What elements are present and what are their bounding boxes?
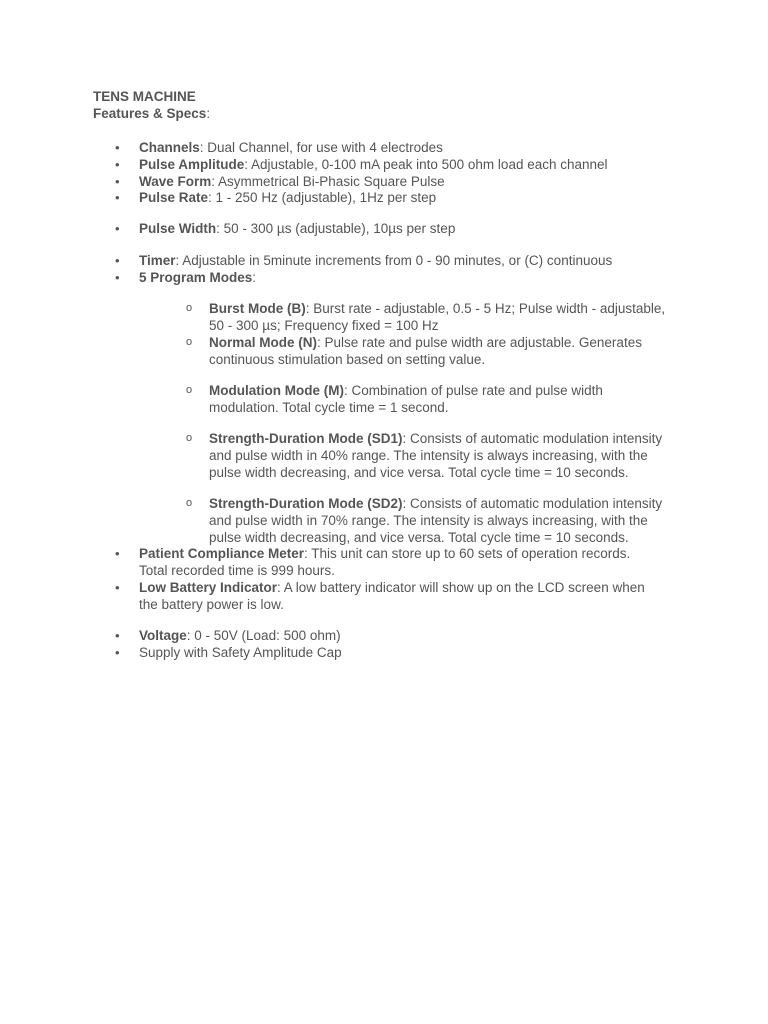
bullet-icon: • xyxy=(115,157,120,172)
item-label: Pulse Amplitude xyxy=(139,157,245,172)
item-label: Patient Compliance Meter xyxy=(139,546,305,561)
item-label: Pulse Rate xyxy=(139,190,209,205)
bullet-icon: • xyxy=(115,645,120,660)
bullet-icon: • xyxy=(115,546,120,561)
document-title: TENS MACHINE xyxy=(93,89,196,104)
item-text: : Combination of pulse rate and pulse width modulation. Total cycle time = 1 second. xyxy=(209,383,603,415)
bullet-icon: • xyxy=(115,190,120,205)
item-text: : Adjustable in 5minute increments from 0 - 90 minutes, or (C) continuous xyxy=(175,253,613,268)
circle-bullet-icon: o xyxy=(186,302,193,314)
circle-bullet-icon: o xyxy=(186,497,193,509)
document-subtitle xyxy=(93,105,210,122)
item-label: Pulse Width xyxy=(139,221,217,236)
item-text: : Dual Channel, for use with 4 electrodes xyxy=(199,140,443,155)
bullet-icon: • xyxy=(115,221,120,236)
item-text: : 0 - 50V (Load: 500 ohm) xyxy=(186,628,341,643)
item-text: : Burst rate - adjustable, 0.5 - 5 Hz; Pulse width - adjustable, 50 - 300 µs; Frequency fixed = 100 Hz xyxy=(209,301,666,333)
item-text: : xyxy=(252,270,257,285)
item-label: Strength-Duration Mode (SD1) xyxy=(209,431,403,446)
circle-bullet-icon: o xyxy=(186,336,193,348)
item-label: Timer xyxy=(139,253,176,268)
bullet-icon: • xyxy=(115,253,120,268)
subtitle-colon: : xyxy=(206,106,211,121)
item-text: : Pulse rate and pulse width are adjustable. Generates continuous stimulation based on setting value. xyxy=(209,335,642,367)
item-label: Normal Mode (N) xyxy=(209,335,317,350)
item-text: Supply with Safety Amplitude Cap xyxy=(139,645,342,660)
bullet-icon: • xyxy=(115,140,120,155)
item-text: : A low battery indicator will show up on the LCD screen when the battery power is low. xyxy=(139,580,645,612)
bullet-icon: • xyxy=(115,174,120,189)
item-text: : 1 - 250 Hz (adjustable), 1Hz per step xyxy=(208,190,437,205)
circle-bullet-icon: o xyxy=(186,384,193,396)
item-text: : Asymmetrical Bi-Phasic Square Pulse xyxy=(211,174,445,189)
item-text: : Consists of automatic modulation intensity and pulse width in 40% range. The intensity is always increasing, with the pulse width decreasing, and vice versa. Total cycle time = 10 seconds. xyxy=(209,431,663,480)
item-text: : Adjustable, 0-100 mA peak into 500 ohm load each channel xyxy=(244,157,608,172)
item-label: Channels xyxy=(139,140,200,155)
bullet-icon: • xyxy=(115,580,120,595)
item-label: Burst Mode (B) xyxy=(209,301,306,316)
item-label: Voltage xyxy=(139,628,187,643)
item-text: : 50 - 300 µs (adjustable), 10µs per step xyxy=(216,221,456,236)
item-label: Strength-Duration Mode (SD2) xyxy=(209,496,403,511)
bullet-icon: • xyxy=(115,628,120,643)
item-text: : Consists of automatic modulation intensity and pulse width in 70% range. The intensity is always increasing, with the pulse width decreasing, and vice versa. Total cycle time = 10 seconds. xyxy=(209,496,663,545)
bullet-icon: • xyxy=(115,270,120,285)
circle-bullet-icon: o xyxy=(186,432,193,444)
item-label: Low Battery Indicator xyxy=(139,580,278,595)
subtitle-bold: Features & Specs xyxy=(93,106,207,121)
item-label: Wave Form xyxy=(139,174,212,189)
item-label: 5 Program Modes xyxy=(139,270,253,285)
item-text: : This unit can store up to 60 sets of operation records. Total recorded time is 999 hours. xyxy=(139,546,631,578)
item-label: Modulation Mode (M) xyxy=(209,383,344,398)
